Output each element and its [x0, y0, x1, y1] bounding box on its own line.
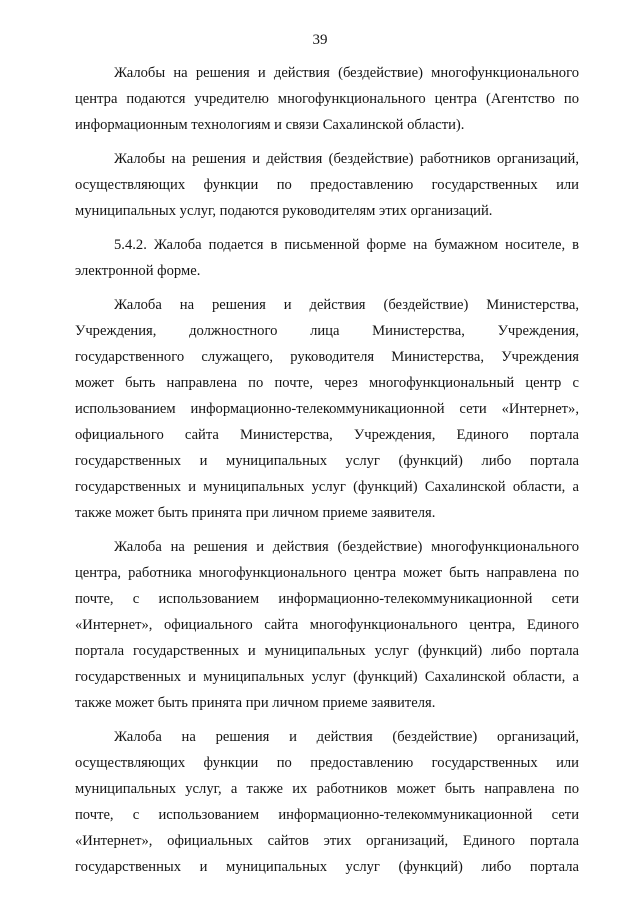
- paragraph-line: государственного служащего, руководителя Министерства, Учреждения: [75, 349, 579, 365]
- paragraph-line: почте, с использованием информационно-телекоммуникационной сети: [75, 591, 579, 607]
- paragraph-spacing: [75, 284, 579, 292]
- paragraph-line: Жалоба на решения и действия (бездействие) организаций,: [114, 729, 579, 745]
- paragraph-line: Жалобы на решения и действия (бездействие) многофункционального: [114, 65, 579, 81]
- paragraph-line: также может быть принята при личном приеме заявителя.: [75, 505, 436, 521]
- paragraph-spacing: [75, 526, 579, 534]
- paragraph-spacing: [75, 224, 579, 232]
- paragraph-line: 5.4.2. Жалоба подается в письменной форме на бумажном носителе, в: [114, 237, 579, 253]
- paragraph-spacing: [75, 716, 579, 724]
- paragraph: [75, 292, 579, 526]
- paragraph-line: электронной форме.: [75, 263, 201, 279]
- paragraph-line: Учреждения, должностного лица Министерства, Учреждения,: [75, 323, 579, 339]
- paragraph-line: официального сайта Министерства, Учреждения, Единого портала: [75, 427, 579, 443]
- page-number: 39: [312, 32, 328, 48]
- paragraph-spacing: [75, 138, 579, 146]
- paragraph-line: почте, с использованием информационно-телекоммуникационной сети: [75, 807, 579, 823]
- paragraph-line: Жалоба на решения и действия (бездействие) Министерства,: [114, 297, 579, 313]
- paragraph-line: Жалоба на решения и действия (бездействие) многофункционального: [114, 539, 579, 555]
- paragraph-line: государственных и муниципальных услуг (функций) Сахалинской области, а: [75, 669, 579, 685]
- paragraph-line: центра, работника многофункционального центра может быть направлена по: [75, 565, 579, 581]
- paragraph-line: использованием информационно-телекоммуникационной сети «Интернет»,: [75, 401, 579, 417]
- paragraph: [75, 724, 579, 880]
- paragraph-line: государственных и муниципальных услуг (функций) Сахалинской области, а: [75, 479, 579, 495]
- paragraph-line: может быть направлена по почте, через многофункциональный центр с: [75, 375, 579, 391]
- paragraph: [75, 232, 579, 284]
- paragraph: [75, 60, 579, 138]
- paragraph-line: также может быть принята при личном приеме заявителя.: [75, 695, 436, 711]
- paragraph-line: осуществляющих функции по предоставлению государственных или: [75, 177, 579, 193]
- paragraph-line: государственных и муниципальных услуг (функций) либо портала: [75, 453, 579, 469]
- paragraph-line: муниципальных услуг, а также их работников может быть направлена по: [75, 781, 579, 797]
- paragraph-line: «Интернет», официальных сайтов этих организаций, Единого портала: [75, 833, 579, 849]
- paragraph: [75, 534, 579, 716]
- document-body: [75, 60, 579, 880]
- paragraph-line: Жалобы на решения и действия (бездействие) работников организаций,: [114, 151, 579, 167]
- paragraph-line: «Интернет», официального сайта многофункционального центра, Единого: [75, 617, 579, 633]
- paragraph-line: осуществляющих функции по предоставлению государственных или: [75, 755, 579, 771]
- paragraph-line: центра подаются учредителю многофункционального центра (Агентство по: [75, 91, 579, 107]
- paragraph-line: информационным технологиям и связи Сахалинской области).: [75, 117, 465, 133]
- paragraph: [75, 146, 579, 224]
- paragraph-line: портала государственных и муниципальных услуг (функций) либо портала: [75, 643, 579, 659]
- paragraph-line: государственных и муниципальных услуг (функций) либо портала: [75, 859, 579, 875]
- paragraph-line: муниципальных услуг, подаются руководителям этих организаций.: [75, 203, 493, 219]
